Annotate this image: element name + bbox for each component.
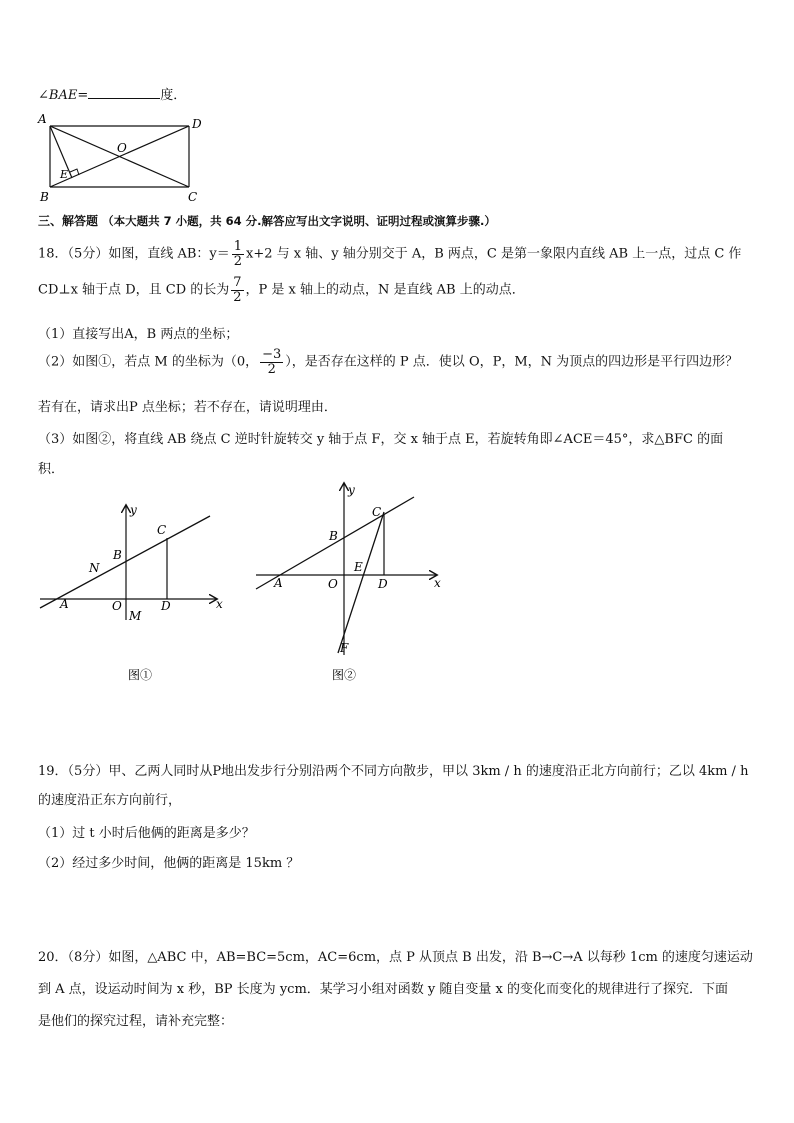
q19-line1: 19．（5分）甲、乙两人同时从P地出发步行分别沿两个不同方向散步，甲以 3km / h 的速度沿正北方向前行；乙以 4km / h [38,764,749,779]
fig1-label-B: B [113,548,122,562]
fraction-denominator: 2 [233,253,243,269]
q18-text: ），是否存在这样的 P 点．使以 O，P，M，N 为顶点的四边形是平行四边形？ [285,354,739,370]
q18-text: x+2 与 x 轴、y 轴分别交于 A，B 两点，C 是第一象限内直线 AB 上一点，过点 C 作 [246,246,742,262]
fraction-numerator: −3 [262,347,282,362]
section-heading [38,212,496,229]
answer-blank [88,88,160,99]
fig1-label-M: M [129,609,142,623]
q18-text: ，P 是 x 轴上的动点，N 是直线 AB 上的动点． [245,282,525,298]
q18-line1 [38,240,741,268]
q18-text: （2）如图①，若点 M 的坐标为（0， [38,354,259,370]
fig1-label-N: N [89,561,100,575]
fig2-label-C: C [372,505,382,519]
q17-label-B: B [40,190,49,204]
q17-label-A: A [38,112,47,126]
fraction [232,240,244,268]
fig1-label-A: A [60,597,69,611]
fig2-label-O: O [328,577,338,591]
q17-label-C: C [188,190,198,204]
fig1-caption: 图① [128,668,153,682]
fig1-label-y: y [130,503,137,517]
q17-label-D: D [192,117,202,131]
q20-line3: 是他们的探究过程，请补充完整： [38,1014,234,1029]
fig2-label-E: E [354,560,363,574]
fig2-label-D: D [378,577,388,591]
q17-angle-line [38,84,186,103]
q17-angle-suffix: 度． [160,88,187,103]
q18-part1: （1）直接写出A，B 两点的坐标； [38,327,239,342]
fig2-label-B: B [329,529,338,543]
q17-angle-prefix: ∠BAE= [38,88,89,103]
q18-line2 [38,276,525,304]
q17-label-E: E [60,168,69,181]
q18-text: CD⊥x 轴于点 D，且 CD 的长为 [38,282,230,298]
section-title: 三、解答题 [38,214,99,228]
q18-part2 [38,348,738,376]
q18-part2-cont: 若有在，请求出P 点坐标；若不存在，请说明理由． [38,400,337,415]
fig2-caption: 图② [332,668,357,682]
fraction-numerator: 1 [233,239,243,254]
q20-line1: 20．（8分）如图，△ABC 中，AB=BC=5cm，AC=6cm，点 P 从顶点 B 出发，沿 B→C→A 以每秒 1cm 的速度匀速运动 [38,950,753,965]
q19-line2: 的速度沿正东方向前行， [38,793,182,808]
fig2-label-y: y [348,483,355,497]
fraction-denominator: 2 [233,289,242,305]
q18-part3: （3）如图②，将直线 AB 绕点 C 逆时针旋转交 y 轴于点 F，交 x 轴于点 E，若旋转角即∠ACE＝45°，求△BFC 的面 [38,432,724,447]
fraction [231,276,243,304]
fig2-label-F: F [340,641,349,655]
q19-part2: （2）经过多少时间，他俩的距离是 15km ？ [38,856,300,871]
q18-figure-1 [36,498,236,688]
fraction-denominator: 2 [267,361,276,377]
fraction [260,348,283,376]
section-note: （本大题共 7 小题，共 64 分.解答应写出文字说明、证明过程或演算步骤.） [102,214,496,228]
q18-figure-2 [250,480,450,688]
fig2-label-x: x [434,576,441,590]
fig2-label-A: A [274,576,283,590]
fig1-label-x: x [216,597,223,611]
q18-part3-cont: 积． [38,462,65,477]
q19-part1: （1）过 t 小时后他俩的距离是多少？ [38,826,255,841]
fraction-numerator: 7 [233,275,242,290]
fig1-label-D: D [161,599,171,613]
q20-line2: 到 A 点，设运动时间为 x 秒，BP 长度为 ycm．某学习小组对函数 y 随自变量 x 的变化而变化的规律进行了探究．下面 [38,982,728,997]
q18-text: 18．（5分）如图，直线 AB：y＝ [38,246,230,262]
fig1-label-O: O [112,599,122,613]
fig1-label-C: C [157,523,167,537]
q17-rectangle-figure [34,112,214,208]
q17-label-O: O [117,141,127,155]
